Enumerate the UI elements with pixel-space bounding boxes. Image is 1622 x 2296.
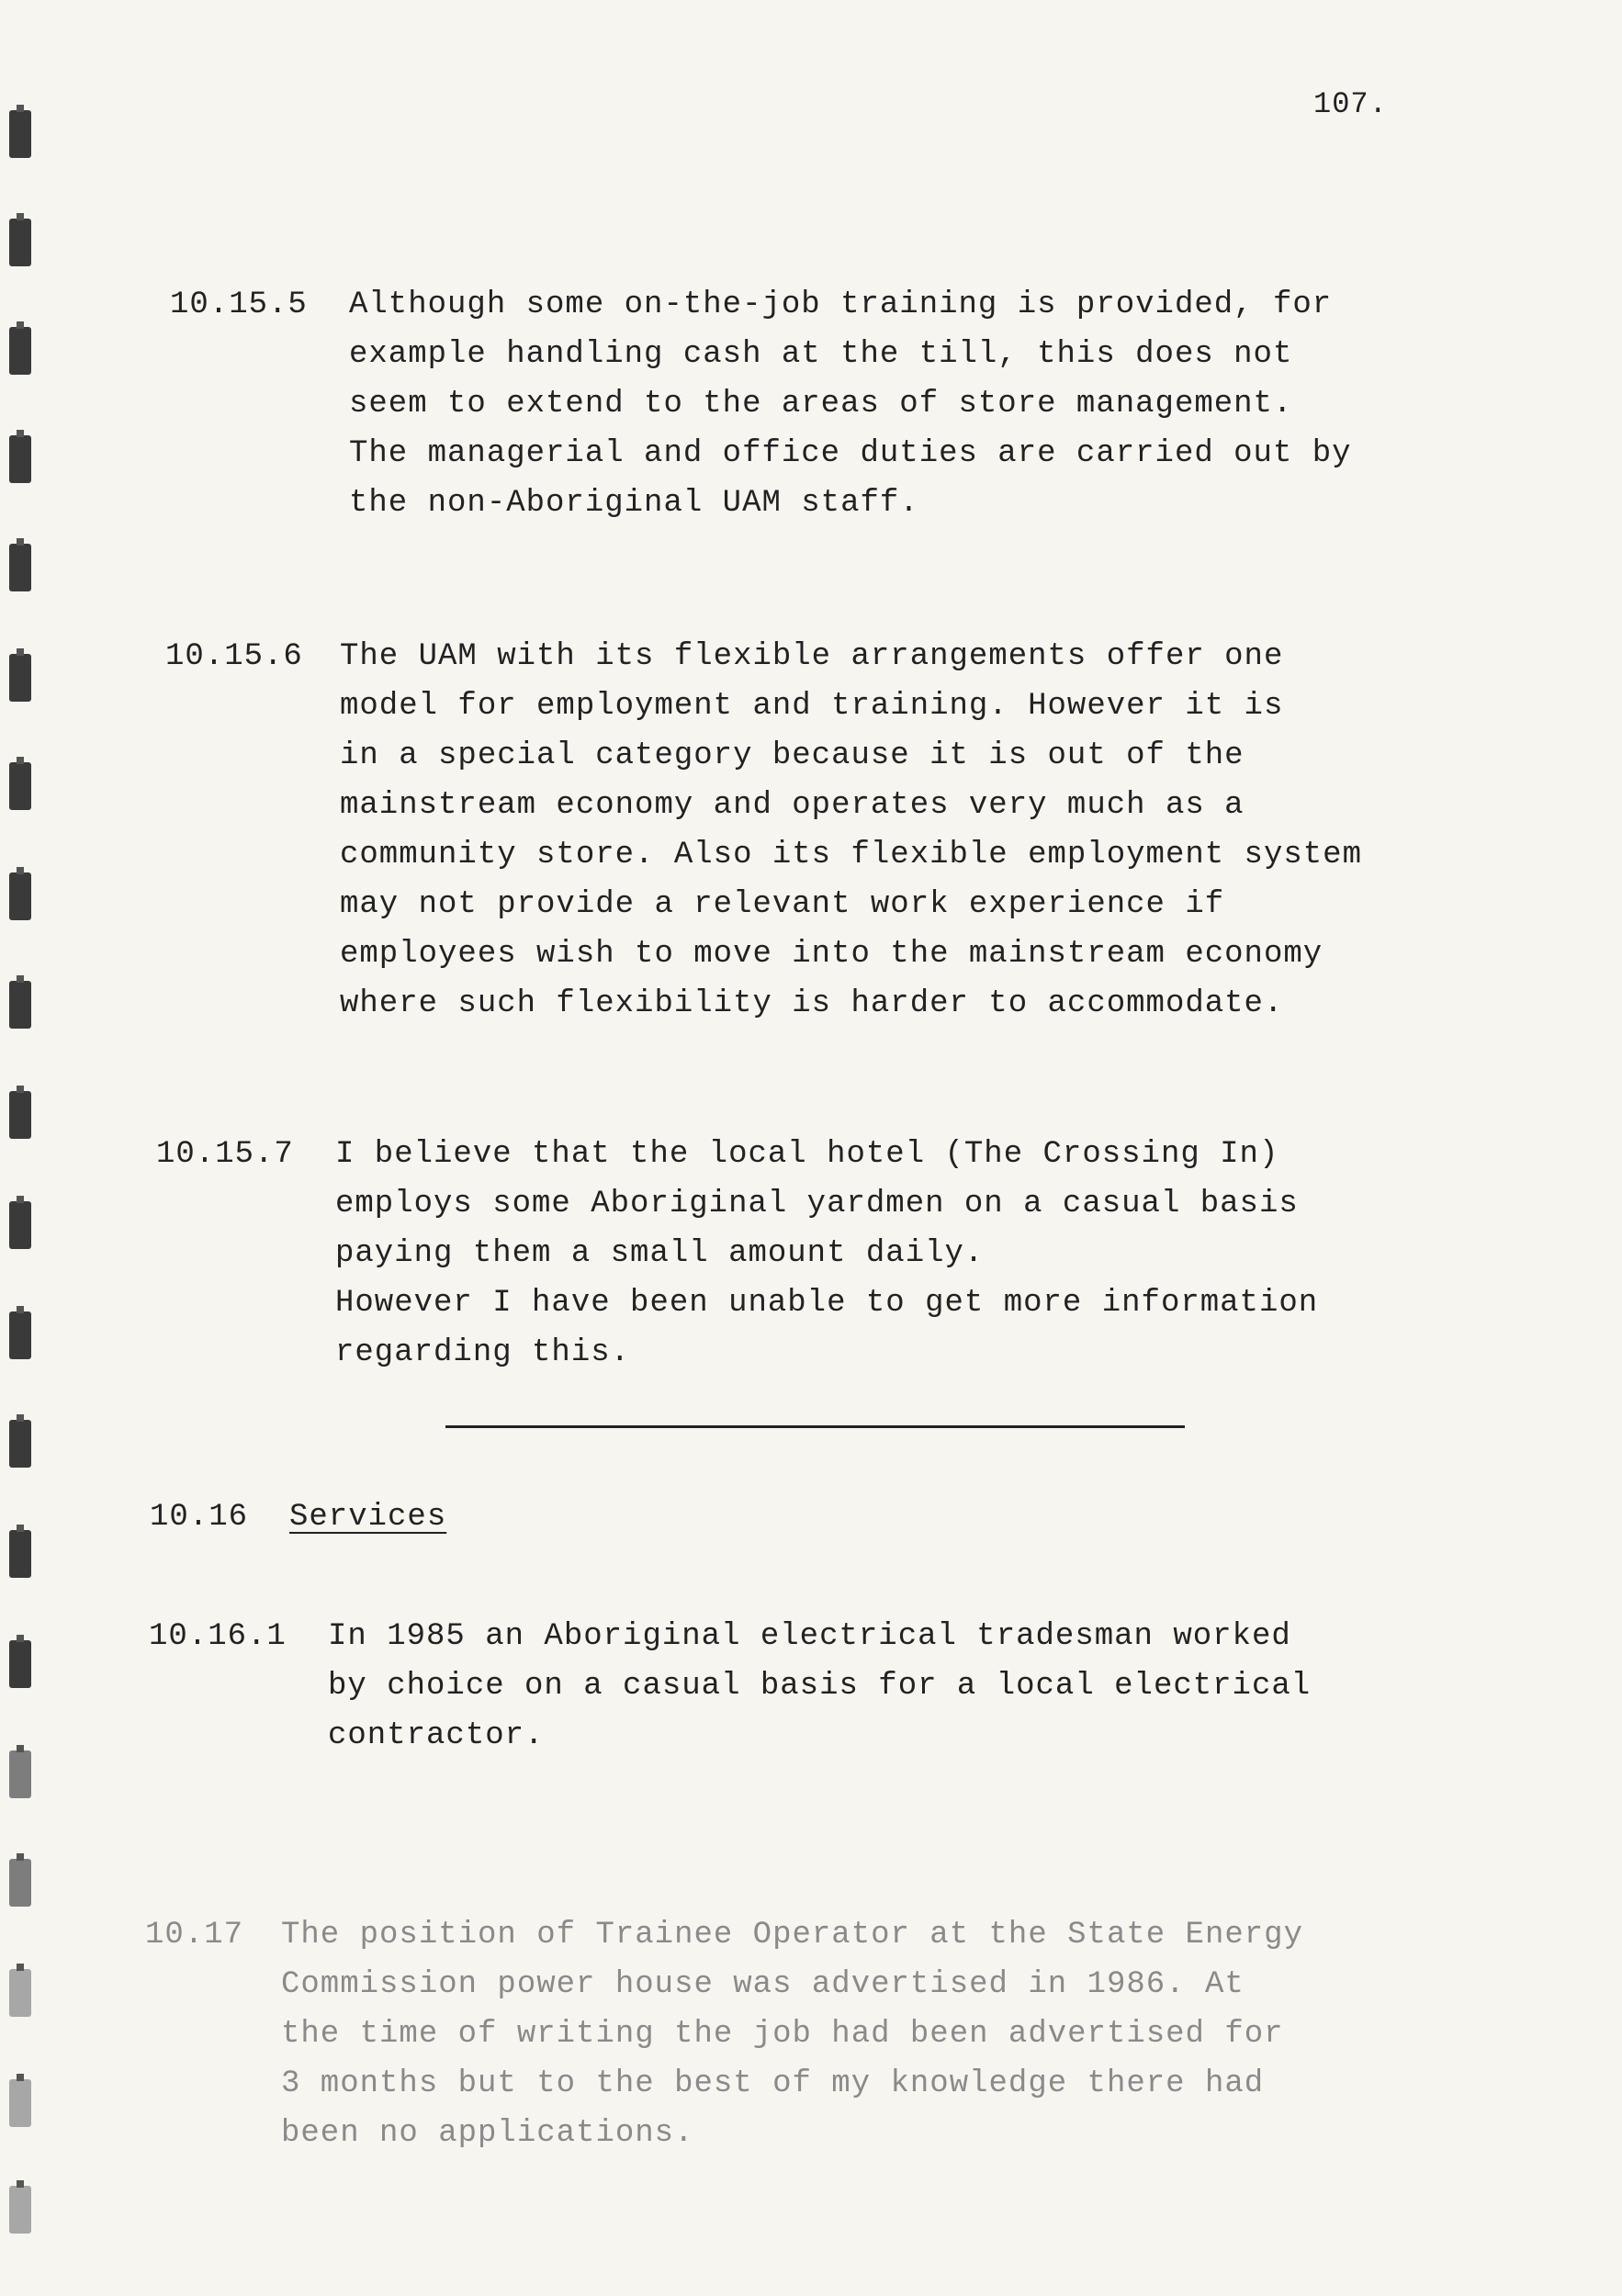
binding-hole <box>9 654 31 702</box>
paragraph-10-16-1 <box>149 1612 1481 1761</box>
binding-hole <box>9 1640 31 1688</box>
paragraph-line: the time of writing the job had been advertised for <box>281 2017 1284 2052</box>
paragraph-line: Commission power house was advertised in 1986. At <box>281 1967 1245 2002</box>
binding-holes <box>0 0 37 2296</box>
paragraph-number: 10.17 <box>145 1918 244 1953</box>
binding-hole <box>9 219 31 266</box>
binding-hole <box>9 981 31 1029</box>
paragraph-line: paying them a small amount daily. <box>335 1236 985 1271</box>
paragraph-line: the non-Aboriginal UAM staff. <box>349 486 919 521</box>
paragraph-line: by choice on a casual basis for a local electrical <box>328 1669 1312 1704</box>
paragraph-line: seem to extend to the areas of store management. <box>349 387 1293 422</box>
section-number: 10.16 <box>150 1500 249 1535</box>
binding-hole <box>9 1530 31 1578</box>
paragraph-number: 10.16.1 <box>149 1619 287 1654</box>
page-number: 107. <box>1313 87 1388 121</box>
binding-hole <box>9 1750 31 1798</box>
paragraph-line: I believe that the local hotel (The Crossing In) <box>335 1137 1279 1172</box>
paragraph-line: regarding this. <box>335 1335 631 1370</box>
paragraph-10-17 <box>145 1910 1477 2158</box>
paragraph-line: Although some on-the-job training is provided, for <box>349 287 1333 322</box>
binding-hole <box>9 1859 31 1907</box>
paragraph-number: 10.15.5 <box>170 287 308 322</box>
paragraph-line: model for employment and training. However it is <box>340 689 1284 724</box>
binding-hole <box>9 1969 31 2017</box>
binding-hole <box>9 1311 31 1359</box>
paragraph-line: The managerial and office duties are carried out by <box>349 436 1352 471</box>
binding-hole <box>9 435 31 483</box>
section-heading <box>150 1492 701 1542</box>
paragraph-line: The position of Trainee Operator at the State Energy <box>281 1918 1303 1953</box>
binding-hole <box>9 762 31 810</box>
paragraph-number: 10.15.6 <box>165 639 303 674</box>
binding-hole <box>9 544 31 591</box>
paragraph-line: contractor. <box>328 1718 545 1753</box>
paragraph-10-15-7 <box>156 1130 1488 1378</box>
paragraph-line: employs some Aboriginal yardmen on a casual basis <box>335 1187 1299 1221</box>
paragraph-line: In 1985 an Aboriginal electrical tradesman worked <box>328 1619 1291 1654</box>
paragraph-10-15-6 <box>165 632 1497 1029</box>
binding-hole <box>9 1091 31 1139</box>
binding-hole <box>9 1201 31 1249</box>
binding-hole <box>9 872 31 920</box>
paragraph-line: may not provide a relevant work experience if <box>340 887 1225 922</box>
paragraph-line: example handling cash at the till, this does not <box>349 337 1293 372</box>
paragraph-line: community store. Also its flexible employment system <box>340 838 1362 872</box>
binding-hole <box>9 2186 31 2234</box>
paragraph-line: 3 months but to the best of my knowledge there had <box>281 2066 1265 2101</box>
paragraph-line: been no applications. <box>281 2116 694 2151</box>
paragraph-line: mainstream economy and operates very much as a <box>340 788 1245 823</box>
paragraph-line: The UAM with its flexible arrangements offer one <box>340 639 1284 674</box>
paragraph-10-15-5 <box>170 280 1456 528</box>
section-divider <box>445 1425 1185 1428</box>
binding-hole <box>9 327 31 375</box>
binding-hole <box>9 2079 31 2127</box>
binding-hole <box>9 110 31 158</box>
paragraph-line: where such flexibility is harder to accommodate. <box>340 986 1284 1021</box>
binding-hole <box>9 1420 31 1468</box>
paragraph-line: However I have been unable to get more information <box>335 1286 1319 1321</box>
paragraph-line: in a special category because it is out of the <box>340 738 1245 773</box>
paragraph-line: employees wish to move into the mainstream economy <box>340 937 1324 972</box>
section-title: Services <box>289 1500 447 1535</box>
paragraph-number: 10.15.7 <box>156 1137 294 1172</box>
